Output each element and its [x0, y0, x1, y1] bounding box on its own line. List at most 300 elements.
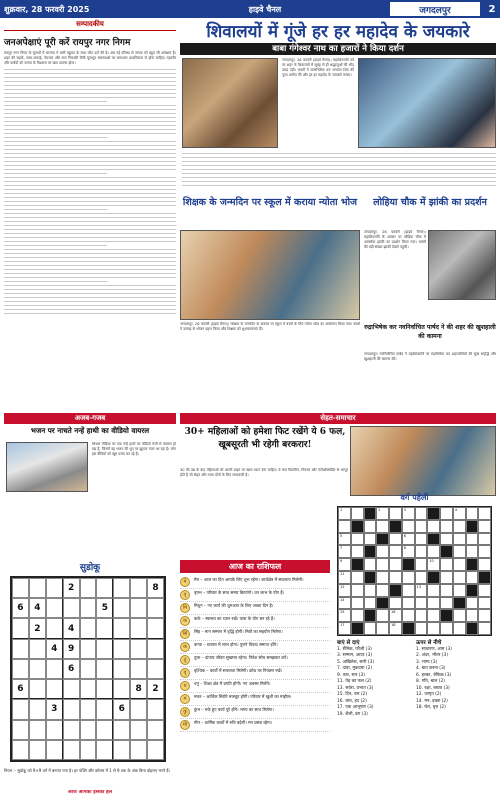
clue-item: 15. दिन, वार (2) — [337, 692, 368, 697]
crossword-cell[interactable] — [466, 571, 479, 584]
sudoku-cell[interactable] — [113, 578, 130, 598]
crossword-cell[interactable] — [364, 584, 377, 597]
masthead-bar — [0, 0, 500, 18]
sudoku-cell[interactable]: 6 — [113, 699, 130, 719]
crossword-cell[interactable] — [453, 609, 466, 622]
sudoku-cell[interactable] — [29, 578, 46, 598]
crossword-cell[interactable] — [364, 622, 377, 635]
sudoku-cell[interactable]: 6 — [12, 679, 29, 699]
crossword-cell[interactable] — [389, 609, 402, 622]
sudoku-cell[interactable] — [46, 740, 63, 760]
text-line — [4, 109, 176, 110]
crossword-cell[interactable] — [376, 609, 389, 622]
zodiac-sign-icon: मी — [180, 720, 190, 730]
crossword-cell[interactable] — [389, 507, 402, 520]
crossword-cell[interactable] — [466, 609, 479, 622]
crossword-cell[interactable] — [402, 520, 415, 533]
crossword-cell[interactable] — [427, 609, 440, 622]
crossword-cell[interactable] — [453, 520, 466, 533]
crossword-cell[interactable] — [351, 533, 364, 546]
sudoku-cell[interactable] — [96, 720, 113, 740]
sudoku-cell[interactable]: 3 — [46, 699, 63, 719]
crossword-cell[interactable] — [478, 609, 491, 622]
crossword-cell[interactable] — [376, 571, 389, 584]
crossword-cell[interactable] — [338, 597, 351, 610]
crossword-cell[interactable] — [415, 558, 428, 571]
clue-heading: ऊपर से नीचे — [416, 640, 442, 646]
crossword-cell[interactable] — [440, 597, 453, 610]
sudoku-cell[interactable] — [46, 618, 63, 638]
sudoku-cell[interactable] — [63, 720, 80, 740]
crossword-cell[interactable] — [402, 507, 415, 520]
sudoku-cell[interactable] — [46, 659, 63, 679]
text-line — [4, 85, 176, 86]
crossword-block — [376, 597, 389, 610]
crossword-cell[interactable] — [376, 520, 389, 533]
text-line — [4, 237, 176, 238]
sudoku-cell[interactable]: 9 — [63, 639, 80, 659]
sudoku-cell[interactable] — [46, 679, 63, 699]
sudoku-cell[interactable] — [113, 598, 130, 618]
sudoku-cell[interactable] — [12, 720, 29, 740]
sudoku-cell[interactable] — [29, 639, 46, 659]
text-line — [4, 273, 176, 274]
text-line — [182, 153, 496, 154]
text-line — [4, 205, 176, 206]
sudoku-cell[interactable] — [80, 578, 97, 598]
horoscope-text: वृश्चिक – कार्यों में सफलता मिलेगी। क्रोध पर नियंत्रण रखें। — [194, 668, 283, 673]
sudoku-cell[interactable] — [29, 699, 46, 719]
text-line — [4, 97, 176, 98]
sudoku-cell[interactable] — [80, 659, 97, 679]
sudoku-cell[interactable]: 4 — [29, 598, 46, 618]
crossword-block — [466, 622, 479, 635]
crossword-cell[interactable] — [376, 545, 389, 558]
text-line — [4, 201, 176, 202]
ajab-gajab-band: अजब-गजब — [4, 413, 176, 424]
sudoku-cell[interactable] — [80, 699, 97, 719]
text-line — [4, 257, 176, 258]
sudoku-cell[interactable]: 4 — [46, 639, 63, 659]
crossword-cell[interactable] — [427, 558, 440, 571]
sudoku-cell[interactable] — [96, 699, 113, 719]
sudoku-cell[interactable] — [12, 699, 29, 719]
sudoku-grid[interactable] — [10, 576, 166, 762]
horoscope-text: सिंह – मान सम्मान में वृद्धि होगी। मित्रों का सहयोग मिलेगा। — [194, 629, 283, 634]
sudoku-cell[interactable] — [80, 639, 97, 659]
crossword-cell[interactable] — [402, 571, 415, 584]
text-line — [182, 173, 496, 174]
crossword-cell[interactable] — [389, 571, 402, 584]
clue-item: 19. शैली, ढंग (3) — [337, 711, 368, 717]
crossword-cell[interactable] — [478, 622, 491, 635]
horoscope-title: आज का राशिफल — [180, 560, 330, 573]
sudoku-cell[interactable] — [96, 659, 113, 679]
crossword-block — [466, 584, 479, 597]
sudoku-cell[interactable] — [147, 699, 164, 719]
horoscope-entry — [180, 602, 330, 615]
viral-elephant-headline: भजन पर नाचते नन्हें हाथी का वीडियो वायरल — [30, 426, 150, 435]
crossword-cell[interactable] — [453, 571, 466, 584]
text-line — [4, 281, 107, 282]
horoscope-entry — [180, 693, 330, 706]
sudoku-cell[interactable]: 5 — [96, 598, 113, 618]
sudoku-cell[interactable] — [113, 740, 130, 760]
crossword-cell[interactable] — [453, 533, 466, 546]
story-lohia-body: जगदलपुर, 26 फरवरी (हाइवे चैनल)। महाशिवरात्रि के अवसर पर लोहिया चौक में आकर्षक झांकी का प्रदर्शन किया गया। भक्तों की बड़ी संख्या झांकी देखने पहुंची। — [364, 230, 426, 249]
horoscope-text: मीन – धार्मिक कार्यों में रुचि बढ़ेगी। मन प्रसन्न रहेगा। — [194, 720, 273, 725]
crossword-cell[interactable] — [351, 507, 364, 520]
zodiac-sign-icon: मि — [180, 603, 190, 613]
crossword-cell[interactable] — [415, 520, 428, 533]
sudoku-cell[interactable] — [12, 659, 29, 679]
sudoku-cell[interactable]: 2 — [147, 679, 164, 699]
story-councillor-body: जगदलपुर। नवनिर्वाचित पार्षद ने महाशिवरात्रि पर रुद्राभिषेक कर शहरवासियों की सुख समृद्धि और खुशहाली की कामना की। — [364, 352, 496, 361]
sudoku-cell[interactable] — [63, 679, 80, 699]
sudoku-cell[interactable] — [130, 598, 147, 618]
horoscope-text: कर्क – स्वास्थ्य का ध्यान रखें। यात्रा के योग बन रहे हैं। — [194, 616, 275, 621]
sudoku-cell[interactable] — [46, 578, 63, 598]
crossword-clue-number: 14 — [340, 597, 345, 602]
crossword-cell[interactable] — [415, 609, 428, 622]
crossword-cell[interactable] — [427, 545, 440, 558]
sudoku-cell[interactable]: 8 — [130, 679, 147, 699]
crossword-cell[interactable] — [402, 584, 415, 597]
horoscope-text: मकर – आर्थिक स्थिति मजबूत होगी। परिवार में खुशी का माहौल। — [194, 694, 292, 699]
clue-heading: बाएं से दाएं — [337, 640, 360, 646]
crossword-cell[interactable] — [402, 609, 415, 622]
crossword-cell[interactable] — [440, 533, 453, 546]
text-line — [4, 73, 176, 74]
horoscope-list — [180, 576, 330, 804]
text-line — [4, 125, 176, 126]
clue-item: 16. बांध, हद (2) — [337, 698, 367, 704]
sudoku-cell[interactable] — [96, 679, 113, 699]
sudoku-cell[interactable] — [130, 578, 147, 598]
text-line — [4, 213, 176, 214]
crossword-cell[interactable] — [453, 622, 466, 635]
text-line — [4, 161, 176, 162]
crossword-block — [478, 571, 491, 584]
crossword-cell[interactable] — [440, 507, 453, 520]
sudoku-cell[interactable] — [113, 639, 130, 659]
sudoku-cell[interactable] — [113, 679, 130, 699]
zodiac-sign-icon: क — [180, 642, 190, 652]
crossword-cell[interactable] — [415, 622, 428, 635]
crossword-block — [427, 571, 440, 584]
sudoku-cell[interactable]: 2 — [29, 618, 46, 638]
sudoku-cell[interactable] — [29, 679, 46, 699]
text-line — [4, 261, 176, 262]
crossword-cell[interactable] — [402, 597, 415, 610]
crossword-cell[interactable] — [440, 584, 453, 597]
crossword-cell[interactable] — [427, 520, 440, 533]
sudoku-cell[interactable] — [96, 578, 113, 598]
crossword-clue-number: 15 — [340, 610, 345, 615]
sudoku-cell[interactable] — [12, 639, 29, 659]
text-line — [4, 221, 176, 222]
crossword-title: वर्ग पहेली — [400, 492, 429, 502]
zodiac-sign-icon: मे — [180, 577, 190, 587]
crossword-cell[interactable] — [415, 571, 428, 584]
clue-item: 17. एक आभूषण (3) — [337, 705, 374, 710]
sudoku-cell[interactable] — [96, 618, 113, 638]
crossword-cell[interactable] — [466, 507, 479, 520]
text-line — [182, 169, 496, 170]
sudoku-cell[interactable] — [147, 598, 164, 618]
clue-item: 6. हल्का, बेफिक्र (3) — [416, 672, 452, 678]
horoscope-text: मेष – आज का दिन आपके लिए शुभ रहेगा। कार्यक्षेत्र में सफलता मिलेगी। — [194, 577, 304, 582]
crossword-block — [364, 609, 377, 622]
text-line — [4, 305, 176, 306]
crossword-cell[interactable] — [376, 507, 389, 520]
crossword-cell[interactable] — [338, 545, 351, 558]
crossword-cell[interactable] — [453, 558, 466, 571]
sudoku-cell[interactable] — [80, 618, 97, 638]
crossword-across-clues — [337, 640, 413, 718]
text-line — [182, 181, 496, 182]
crossword-block — [351, 622, 364, 635]
sudoku-cell[interactable] — [80, 598, 97, 618]
sudoku-cell[interactable] — [130, 659, 147, 679]
crossword-grid[interactable] — [337, 506, 492, 636]
sudoku-cell[interactable] — [12, 618, 29, 638]
text-line — [4, 149, 176, 150]
text-line — [4, 277, 176, 278]
crossword-cell[interactable] — [466, 533, 479, 546]
crossword-cell[interactable] — [389, 558, 402, 571]
crossword-clue-number: 3 — [403, 508, 406, 512]
text-line — [4, 301, 176, 302]
crossword-block — [389, 520, 402, 533]
crossword-clue-number: 10 — [429, 559, 434, 564]
crossword-cell[interactable] — [376, 558, 389, 571]
clue-item: 4. बात करना (3) — [416, 666, 446, 671]
crossword-block — [427, 533, 440, 546]
story-teacher-photo — [180, 230, 360, 320]
crossword-cell[interactable] — [478, 597, 491, 610]
crossword-cell[interactable] — [338, 609, 351, 622]
crossword-cell[interactable] — [415, 584, 428, 597]
editorial-section-label: सम्पादकीय — [4, 20, 176, 31]
crossword-cell[interactable] — [453, 545, 466, 558]
crossword-cell[interactable] — [427, 584, 440, 597]
crossword-block — [440, 609, 453, 622]
text-line — [4, 121, 176, 122]
text-line — [4, 233, 176, 234]
viral-elephant-photo — [6, 442, 88, 492]
crossword-block — [389, 584, 402, 597]
text-line — [4, 197, 176, 198]
crossword-cell[interactable] — [415, 507, 428, 520]
clue-item: 18. घेरा, वृत्त (2) — [416, 705, 446, 710]
crossword-cell[interactable] — [364, 520, 377, 533]
crossword-cell[interactable] — [338, 507, 351, 520]
horoscope-entry — [180, 680, 330, 693]
zodiac-sign-icon: म — [180, 694, 190, 704]
crossword-cell[interactable] — [389, 533, 402, 546]
text-line — [4, 225, 176, 226]
editorial-column — [4, 20, 176, 317]
sudoku-cell[interactable] — [113, 659, 130, 679]
sudoku-cell[interactable] — [113, 720, 130, 740]
text-line — [4, 93, 176, 94]
crossword-cell[interactable] — [376, 622, 389, 635]
sudoku-cell[interactable] — [147, 659, 164, 679]
sudoku-cell[interactable] — [29, 740, 46, 760]
city-tag: जगदलपुर — [390, 2, 480, 16]
crossword-clue-number: 18 — [391, 623, 396, 628]
sudoku-cell[interactable] — [113, 618, 130, 638]
sudoku-cell[interactable] — [130, 720, 147, 740]
story-lohia-photo — [428, 230, 496, 300]
crossword-cell[interactable] — [389, 597, 402, 610]
crossword-cell[interactable] — [338, 533, 351, 546]
crossword-block — [351, 520, 364, 533]
sudoku-cell[interactable] — [12, 578, 29, 598]
sudoku-cell[interactable] — [63, 598, 80, 618]
crossword-block — [364, 571, 377, 584]
crossword-cell[interactable] — [402, 545, 415, 558]
clue-item: 14. मन, इच्छा (2) — [416, 698, 448, 704]
lead-headline: शिवालयों में गूंजे हर हर महादेव के जयकारे — [206, 22, 470, 42]
crossword-cell[interactable] — [351, 609, 364, 622]
sudoku-cell[interactable] — [147, 720, 164, 740]
crossword-clue-number: 9 — [340, 559, 343, 564]
text-line — [182, 177, 496, 178]
text-line — [4, 105, 176, 106]
crossword-cell[interactable] — [415, 597, 428, 610]
text-line — [4, 69, 176, 70]
sudoku-cell[interactable] — [80, 720, 97, 740]
sudoku-cell[interactable]: 8 — [147, 578, 164, 598]
zodiac-sign-icon: तु — [180, 655, 190, 665]
crossword-cell[interactable] — [478, 533, 491, 546]
sudoku-cell[interactable] — [130, 740, 147, 760]
crossword-clue-number: 7 — [340, 546, 343, 551]
crossword-cell[interactable] — [415, 533, 428, 546]
crossword-clue-number: 16 — [391, 610, 396, 615]
sudoku-cell[interactable] — [130, 699, 147, 719]
sudoku-cell[interactable]: 6 — [12, 598, 29, 618]
sudoku-cell[interactable]: 2 — [63, 578, 80, 598]
sudoku-cell[interactable] — [46, 720, 63, 740]
crossword-clue-number: 4 — [454, 508, 457, 512]
crossword-cell[interactable] — [478, 520, 491, 533]
crossword-cell[interactable] — [351, 545, 364, 558]
crossword-cell[interactable] — [338, 584, 351, 597]
sehat-samachar-band: सेहत-समाचार — [180, 413, 496, 424]
sudoku-cell[interactable] — [130, 618, 147, 638]
crossword-cell[interactable] — [351, 584, 364, 597]
crossword-cell[interactable] — [389, 545, 402, 558]
crossword-cell[interactable] — [478, 507, 491, 520]
text-line — [4, 297, 176, 298]
sudoku-cell[interactable] — [147, 618, 164, 638]
clue-item: 5. अखिलेश, सारी (3) — [337, 659, 375, 665]
health-fruits-photo — [350, 426, 496, 496]
crossword-down-clues — [416, 640, 496, 712]
text-line — [4, 313, 176, 314]
crossword-cell[interactable] — [415, 545, 428, 558]
crossword-cell[interactable] — [389, 622, 402, 635]
sudoku-title: सुडोकू — [79, 563, 101, 573]
crossword-cell[interactable] — [338, 558, 351, 571]
horoscope-entry — [180, 628, 330, 641]
crossword-cell[interactable] — [376, 584, 389, 597]
crossword-cell[interactable] — [402, 533, 415, 546]
crossword-clue-number: 13 — [416, 584, 421, 589]
sudoku-cell[interactable] — [29, 659, 46, 679]
crossword-cell[interactable] — [427, 622, 440, 635]
clue-item: 10. रक्षा, बचाव (3) — [416, 685, 450, 691]
crossword-block — [364, 545, 377, 558]
sudoku-cell[interactable] — [130, 639, 147, 659]
crossword-cell[interactable] — [364, 533, 377, 546]
crossword-cell[interactable] — [466, 545, 479, 558]
crossword-cell[interactable] — [440, 622, 453, 635]
crossword-clue-number: 1 — [340, 508, 343, 512]
sudoku-cell[interactable] — [63, 740, 80, 760]
crossword-cell[interactable] — [364, 558, 377, 571]
text-line — [4, 141, 176, 142]
sudoku-cell[interactable] — [46, 598, 63, 618]
crossword-block — [453, 597, 466, 610]
crossword-cell[interactable] — [440, 520, 453, 533]
crossword-cell[interactable] — [440, 571, 453, 584]
text-line — [4, 285, 176, 286]
horoscope-text: कुंभ – रुके हुए कार्य पूरे होंगे। भाग्य का साथ मिलेगा। — [194, 707, 274, 712]
zodiac-sign-icon: कुं — [180, 707, 190, 717]
crossword-cell[interactable] — [453, 584, 466, 597]
crossword-cell[interactable] — [453, 507, 466, 520]
crossword-cell[interactable] — [364, 597, 377, 610]
horoscope-entry — [180, 719, 330, 732]
sudoku-cell[interactable] — [63, 699, 80, 719]
crossword-cell[interactable] — [478, 584, 491, 597]
clue-item: 3. भाग्य (3) — [416, 659, 438, 665]
crossword-cell[interactable] — [338, 622, 351, 635]
sudoku-cell[interactable] — [96, 639, 113, 659]
sudoku-cell[interactable] — [147, 639, 164, 659]
crossword-cell[interactable] — [351, 571, 364, 584]
text-line — [182, 161, 496, 162]
zodiac-sign-icon: वृ — [180, 590, 190, 600]
crossword-cell[interactable] — [338, 520, 351, 533]
text-line — [4, 245, 107, 246]
crossword-cell[interactable] — [478, 558, 491, 571]
sudoku-cell[interactable]: 4 — [63, 618, 80, 638]
sudoku-cell[interactable] — [80, 740, 97, 760]
crossword-cell[interactable] — [427, 597, 440, 610]
sudoku-cell[interactable] — [12, 740, 29, 760]
crossword-cell[interactable] — [478, 545, 491, 558]
text-line — [4, 117, 176, 118]
sudoku-cell[interactable]: 6 — [63, 659, 80, 679]
sudoku-cell[interactable] — [96, 740, 113, 760]
text-line — [4, 101, 107, 102]
crossword-cell[interactable] — [338, 571, 351, 584]
crossword-cell[interactable] — [440, 558, 453, 571]
crossword-cell[interactable] — [351, 597, 364, 610]
text-line — [4, 309, 176, 310]
text-line — [4, 249, 176, 250]
text-line — [4, 129, 176, 130]
sudoku-cell[interactable] — [147, 740, 164, 760]
sudoku-cell[interactable] — [80, 679, 97, 699]
crossword-cell[interactable] — [466, 597, 479, 610]
sudoku-cell[interactable] — [29, 720, 46, 740]
